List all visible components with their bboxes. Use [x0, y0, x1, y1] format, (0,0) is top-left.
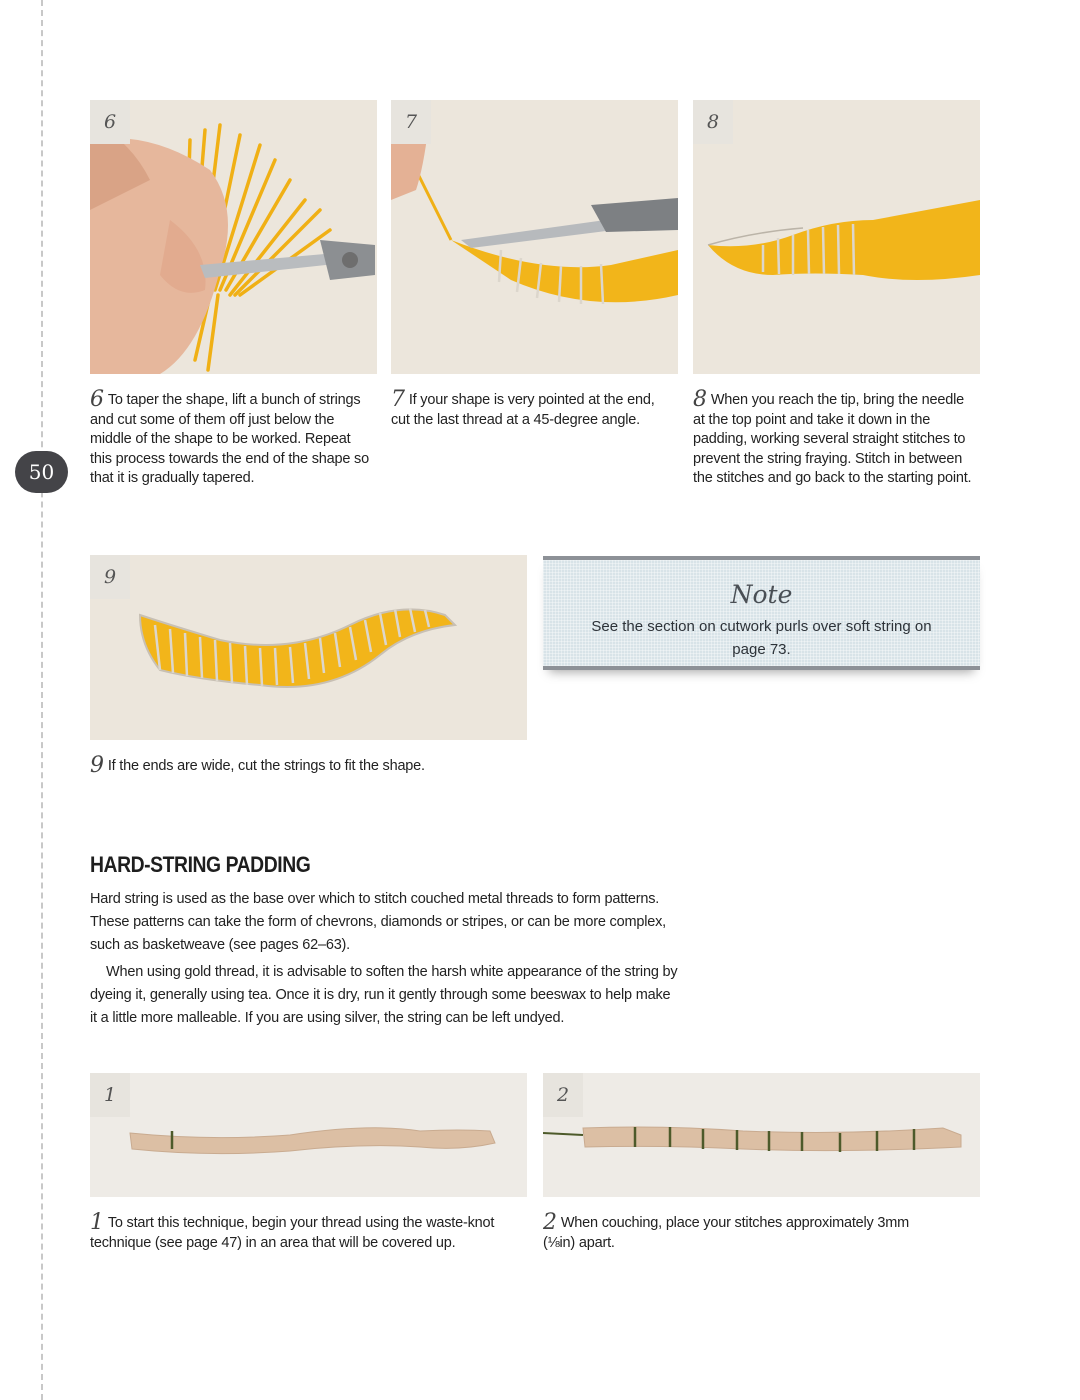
step-number: 1 [90, 1210, 104, 1235]
caption-text: To start this technique, begin your thread using the waste-knot technique (see page 47) in an area that will be covered up. [90, 1215, 495, 1251]
step-tag: 2 [543, 1073, 583, 1117]
step-tag: 9 [90, 555, 130, 599]
step-6-photo [90, 100, 377, 374]
page-margin-dashed-line [41, 0, 43, 1400]
step-tag: 6 [90, 100, 130, 144]
page-number-badge: 50 [15, 451, 68, 493]
step-number: 6 [90, 387, 104, 412]
step-8-caption [693, 387, 978, 489]
step-number: 8 [693, 387, 707, 412]
step-number: 2 [543, 1210, 557, 1235]
caption-text: When you reach the tip, bring the needle at the top point and take it down in the padding, working several straight stitches to prevent the string fraying. Stitch in between the stitches and go back to the starting point. [693, 392, 972, 486]
note-title: Note [730, 580, 793, 609]
section-paragraph-2: When using gold thread, it is advisable to soften the harsh white appearance of the string by dyeing it, generally using tea. Once it is dry, run it gently through some beeswax to help make it a little more malleable. If you are using silver, the string can be left undyed. [90, 964, 678, 1026]
step-6-caption [90, 387, 375, 489]
step-7-photo [391, 100, 678, 374]
step-number: 7 [391, 387, 405, 412]
note-text: See the section on cutwork purls over soft string on page 73. [591, 618, 932, 658]
step-7-caption [391, 387, 676, 430]
section-heading: HARD-STRING PADDING [90, 852, 311, 877]
caption-text: To taper the shape, lift a bunch of strings and cut some of them off just below the middle of the shape to be worked. Repeat this process towards the end of the shape so that it is gradually tapered. [90, 392, 369, 486]
step-8-photo [693, 100, 980, 374]
step-tag: 7 [391, 100, 431, 144]
caption-text: If the ends are wide, cut the strings to fit the shape. [107, 758, 425, 774]
step-9-photo [90, 555, 527, 740]
step-1-caption [90, 1210, 520, 1253]
step-9-caption [90, 753, 520, 778]
step-2-photo [543, 1073, 980, 1197]
step-tag: 8 [693, 100, 733, 144]
section-paragraph-1: Hard string is used as the base over which to stitch couched metal threads to form patterns. These patterns can take the form of chevrons, diamonds or stripes, or can be more complex, such as basketweave (see pages 62–63). [90, 891, 666, 953]
step-1-photo [90, 1073, 527, 1197]
step-2-caption [543, 1210, 943, 1253]
caption-text: If your shape is very pointed at the end, cut the last thread at a 45-degree angle. [391, 392, 655, 428]
step-tag: 1 [90, 1073, 130, 1117]
caption-text: When couching, place your stitches approximately 3mm (⅛in) apart. [543, 1215, 910, 1251]
step-number: 9 [90, 753, 104, 778]
note-box [543, 556, 980, 670]
